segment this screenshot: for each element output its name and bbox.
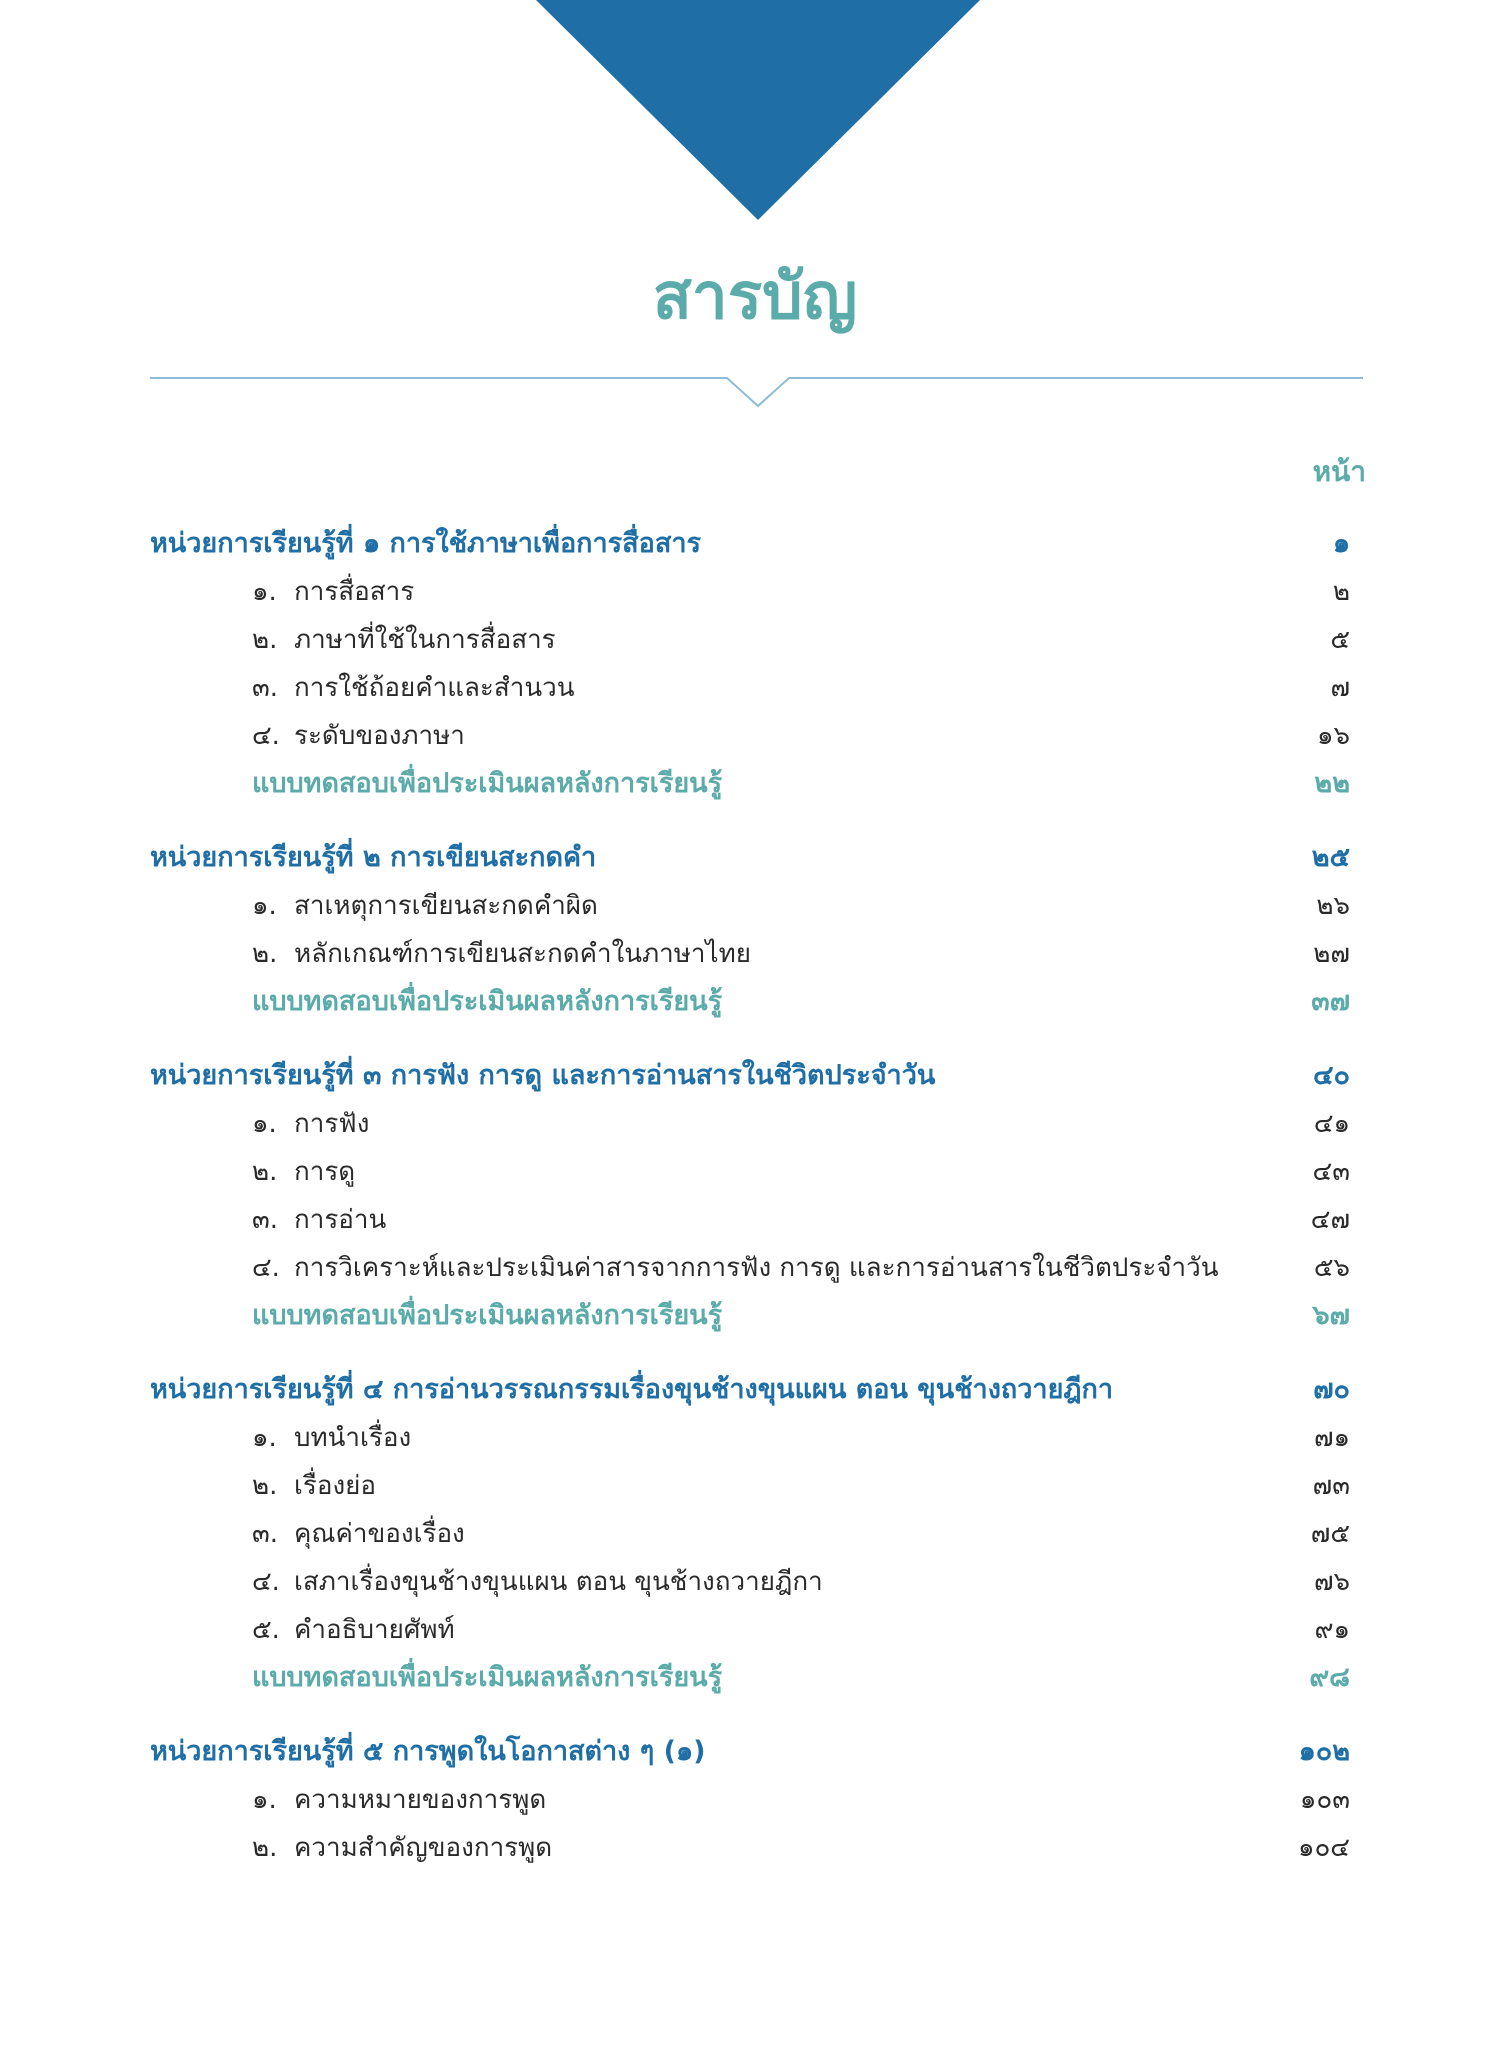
toc-item-number: ๑.: [252, 1423, 277, 1453]
toc-item-number: ๒.: [252, 1157, 278, 1187]
toc-item-page-number: ๑๖: [1316, 721, 1350, 751]
toc-item-entry[interactable]: [150, 1148, 1350, 1196]
toc-item-number: ๔.: [252, 1567, 280, 1597]
toc-item-entry[interactable]: [150, 1100, 1350, 1148]
toc-unit-entry[interactable]: [150, 520, 1350, 568]
toc-item-label-group: [252, 712, 465, 760]
toc-item-number: ๔.: [252, 721, 280, 751]
toc-unit-entry[interactable]: [150, 1052, 1350, 1100]
toc-item-entry[interactable]: [150, 664, 1350, 712]
toc-item-title: การใช้ถ้อยคำและสำนวน: [294, 673, 575, 703]
toc-item-number: ๑.: [252, 1109, 277, 1139]
toc-item-number: ๒.: [252, 1471, 278, 1501]
toc-item-number: ๓.: [252, 1519, 279, 1549]
toc-item-entry[interactable]: [150, 1510, 1350, 1558]
toc-item-label-group: [252, 664, 575, 712]
toc-unit-section: [150, 1366, 1350, 1702]
table-of-contents: [150, 520, 1350, 1898]
toc-test-title: แบบทดสอบเพื่อประเมินผลหลังการเรียนรู้: [252, 1662, 723, 1693]
toc-item-page-number: ๒๗: [1313, 939, 1350, 969]
toc-test-entry[interactable]: [150, 978, 1350, 1026]
toc-item-entry[interactable]: [150, 568, 1350, 616]
toc-unit-title: หน่วยการเรียนรู้ที่ ๓ การฟัง การดู และการอ่านสารในชีวิตประจำวัน: [150, 1060, 936, 1091]
toc-item-title: การอ่าน: [294, 1205, 387, 1235]
toc-unit-title: หน่วยการเรียนรู้ที่ ๕ การพูดในโอกาสต่าง ๆ (๑): [150, 1736, 706, 1767]
toc-item-title: บทนำเรื่อง: [294, 1423, 412, 1453]
toc-item-title: ความหมายของการพูด: [294, 1785, 547, 1815]
toc-item-label-group: [252, 1776, 546, 1824]
toc-item-label-group: [252, 1558, 823, 1606]
toc-item-label-group: [252, 1148, 355, 1196]
toc-test-title: แบบทดสอบเพื่อประเมินผลหลังการเรียนรู้: [252, 986, 723, 1017]
toc-item-number: ๒.: [252, 625, 278, 655]
toc-item-page-number: ๗๖: [1313, 1567, 1350, 1597]
toc-test-page-number: ๙๘: [1309, 1662, 1350, 1693]
toc-test-page-number: ๖๗: [1312, 1300, 1350, 1331]
toc-item-number: ๒.: [252, 1833, 278, 1863]
toc-item-label-group: [252, 1196, 386, 1244]
toc-unit-section: [150, 1728, 1350, 1872]
toc-item-number: ๔.: [252, 1253, 280, 1283]
toc-item-page-number: ๗๕: [1310, 1519, 1350, 1549]
toc-unit-page-number: ๔๐: [1313, 1060, 1350, 1091]
toc-item-label-group: [252, 1824, 552, 1872]
toc-item-title: ระดับของภาษา: [294, 721, 465, 751]
toc-test-entry[interactable]: [150, 1292, 1350, 1340]
toc-unit-section: [150, 520, 1350, 808]
toc-item-label-group: [252, 1244, 1219, 1292]
toc-item-title: คุณค่าของเรื่อง: [294, 1519, 465, 1549]
toc-item-page-number: ๔๓: [1312, 1157, 1350, 1187]
toc-item-entry[interactable]: [150, 616, 1350, 664]
toc-unit-page-number: ๑๐๒: [1298, 1736, 1350, 1767]
toc-item-page-number: ๒๖: [1316, 891, 1350, 921]
toc-item-label-group: [252, 568, 414, 616]
toc-unit-page-number: ๑: [1332, 528, 1350, 559]
toc-item-label-group: [252, 1414, 411, 1462]
toc-item-entry[interactable]: [150, 882, 1350, 930]
toc-item-entry[interactable]: [150, 930, 1350, 978]
toc-item-label-group: [252, 1510, 465, 1558]
toc-item-entry[interactable]: [150, 1824, 1350, 1872]
toc-item-title: คำอธิบายศัพท์: [294, 1615, 455, 1645]
toc-test-title: แบบทดสอบเพื่อประเมินผลหลังการเรียนรู้: [252, 1300, 723, 1331]
toc-item-title: เรื่องย่อ: [294, 1471, 377, 1501]
toc-item-page-number: ๗: [1330, 673, 1350, 703]
toc-item-entry[interactable]: [150, 1776, 1350, 1824]
toc-item-entry[interactable]: [150, 1558, 1350, 1606]
toc-unit-section: [150, 1052, 1350, 1340]
toc-item-label-group: [252, 930, 751, 978]
toc-item-entry[interactable]: [150, 1462, 1350, 1510]
toc-test-title: แบบทดสอบเพื่อประเมินผลหลังการเรียนรู้: [252, 768, 723, 799]
toc-unit-page-number: ๒๕: [1311, 842, 1350, 873]
toc-unit-page-number: ๗๐: [1313, 1374, 1350, 1405]
toc-item-label-group: [252, 616, 556, 664]
toc-item-page-number: ๔๑: [1313, 1109, 1350, 1139]
toc-item-entry[interactable]: [150, 1606, 1350, 1654]
toc-item-entry[interactable]: [150, 1244, 1350, 1292]
toc-item-title: หลักเกณฑ์การเขียนสะกดคำในภาษาไทย: [294, 939, 751, 969]
toc-item-page-number: ๗๑: [1313, 1423, 1350, 1453]
toc-item-label-group: [252, 1606, 455, 1654]
toc-unit-title: หน่วยการเรียนรู้ที่ ๑ การใช้ภาษาเพื่อการสื่อสาร: [150, 528, 702, 559]
toc-item-number: ๑.: [252, 577, 277, 607]
toc-item-title: การวิเคราะห์และประเมินค่าสารจากการฟัง การดู และการอ่านสารในชีวิตประจำวัน: [294, 1253, 1219, 1283]
toc-item-number: ๕.: [252, 1615, 280, 1645]
toc-item-number: ๓.: [252, 1205, 279, 1235]
toc-item-page-number: ๑๐๔: [1297, 1833, 1350, 1863]
toc-item-title: การฟัง: [294, 1109, 370, 1139]
toc-item-title: เสภาเรื่องขุนช้างขุนแผน ตอน ขุนช้างถวายฎีกา: [294, 1567, 823, 1597]
toc-item-page-number: ๙๑: [1314, 1615, 1350, 1645]
toc-item-entry[interactable]: [150, 1414, 1350, 1462]
toc-unit-title: หน่วยการเรียนรู้ที่ ๔ การอ่านวรรณกรรมเรื่องขุนช้างขุนแผน ตอน ขุนช้างถวายฎีกา: [150, 1374, 1114, 1405]
toc-item-number: ๑.: [252, 891, 277, 921]
toc-item-number: ๒.: [252, 939, 278, 969]
toc-unit-entry[interactable]: [150, 834, 1350, 882]
toc-item-entry[interactable]: [150, 1196, 1350, 1244]
toc-item-label-group: [252, 882, 598, 930]
toc-item-title: การสื่อสาร: [294, 577, 415, 607]
toc-unit-entry[interactable]: [150, 1366, 1350, 1414]
toc-item-title: สาเหตุการเขียนสะกดคำผิด: [294, 891, 598, 921]
header-triangle-decoration: [0, 0, 1496, 230]
toc-test-entry[interactable]: [150, 760, 1350, 808]
toc-unit-entry[interactable]: [150, 1728, 1350, 1776]
toc-item-label-group: [252, 1100, 369, 1148]
toc-unit-title: หน่วยการเรียนรู้ที่ ๒ การเขียนสะกดคำ: [150, 842, 597, 873]
toc-unit-section: [150, 834, 1350, 1026]
toc-item-label-group: [252, 1462, 376, 1510]
toc-item-page-number: ๒: [1332, 577, 1350, 607]
toc-item-entry[interactable]: [150, 712, 1350, 760]
toc-item-page-number: ๔๗: [1310, 1205, 1350, 1235]
toc-item-page-number: ๕๖: [1313, 1253, 1350, 1283]
toc-item-page-number: ๗๓: [1312, 1471, 1350, 1501]
toc-item-page-number: ๑๐๓: [1299, 1785, 1350, 1815]
toc-test-entry[interactable]: [150, 1654, 1350, 1702]
page-column-header: หน้า: [1312, 455, 1366, 488]
toc-test-page-number: ๒๒: [1314, 768, 1350, 799]
toc-item-number: ๓.: [252, 673, 279, 703]
toc-item-title: ความสำคัญของการพูด: [294, 1833, 553, 1863]
toc-item-title: ภาษาที่ใช้ในการสื่อสาร: [294, 625, 556, 655]
page-title: สารบัญ: [652, 260, 858, 334]
toc-test-page-number: ๓๗: [1311, 986, 1350, 1017]
toc-item-number: ๑.: [252, 1785, 277, 1815]
toc-item-title: การดู: [294, 1157, 356, 1187]
toc-item-page-number: ๕: [1330, 625, 1350, 655]
